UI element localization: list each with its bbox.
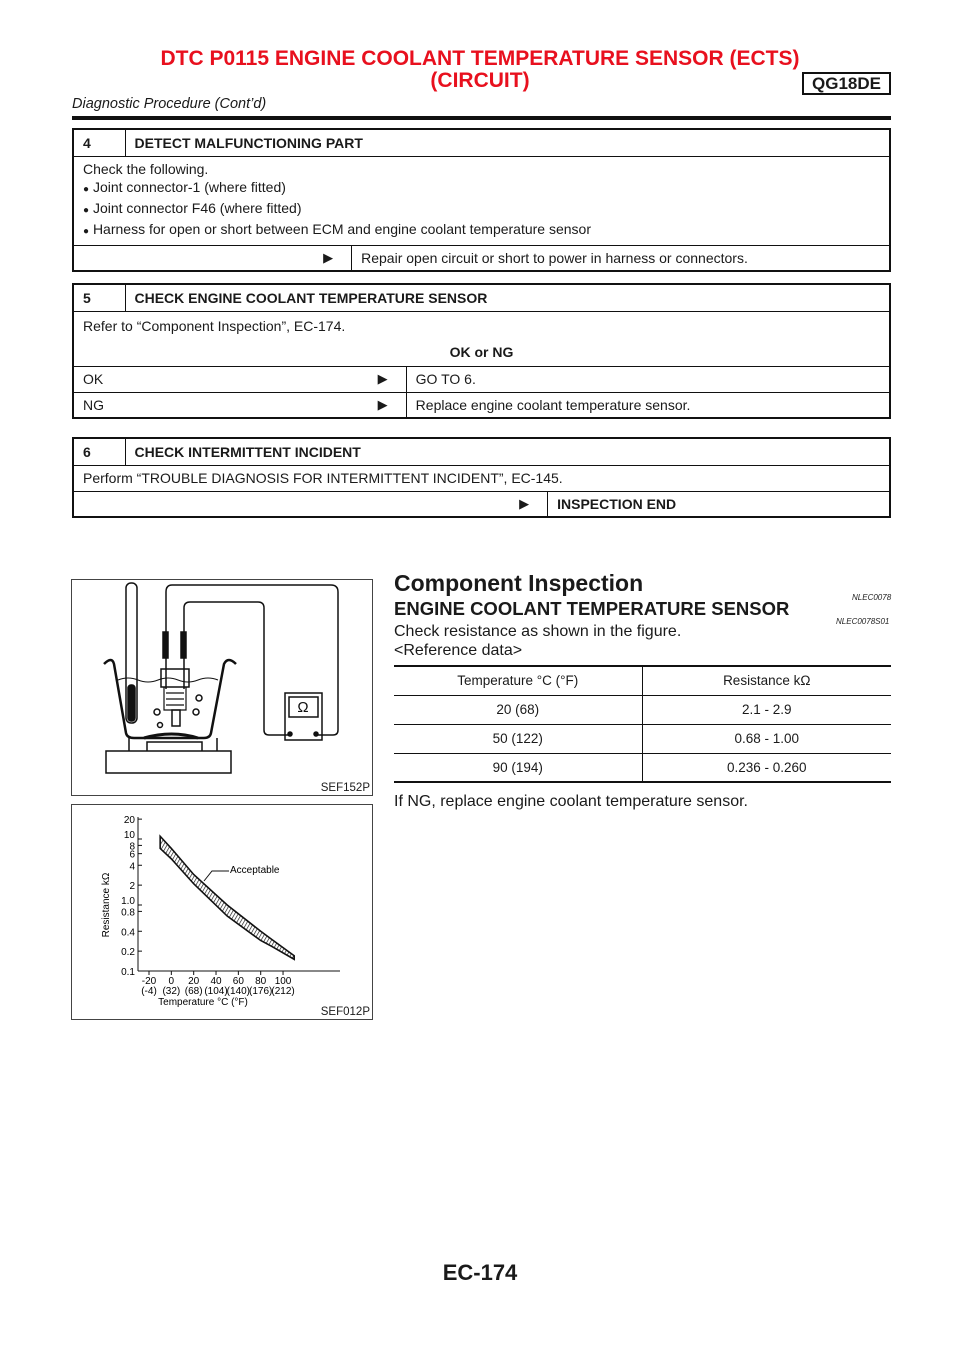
y-tick-label: 0.4 bbox=[121, 927, 135, 939]
bullet-icon: ● bbox=[83, 225, 90, 237]
y-axis-label: Resistance kΩ bbox=[101, 872, 112, 938]
y-tick-label: 20 bbox=[123, 815, 135, 827]
y-tick-label: 0.2 bbox=[121, 947, 135, 959]
engine-badge: QG18DE bbox=[802, 72, 891, 95]
arrow-icon: ▶ bbox=[73, 491, 548, 517]
step-title: DETECT MALFUNCTIONING PART bbox=[125, 129, 890, 156]
step-4-table bbox=[72, 128, 891, 272]
y-tick-label: 6 bbox=[129, 849, 135, 861]
annotation-leader bbox=[204, 871, 229, 881]
x-tick-label: 40 bbox=[210, 976, 222, 987]
result-action: Repair open circuit or short to power in harness or connectors. bbox=[352, 245, 890, 271]
x-tick-label: 0 bbox=[168, 976, 175, 987]
y-tick-label: 1.0 bbox=[121, 896, 135, 907]
table-row: 90 (194) 0.236 - 0.260 bbox=[394, 753, 891, 782]
step-number: 5 bbox=[73, 284, 125, 311]
y-tick-label: 10 bbox=[123, 830, 135, 841]
resistance-chart bbox=[72, 805, 372, 1019]
test-setup-illustration bbox=[72, 580, 372, 795]
reference-table bbox=[394, 665, 891, 783]
reference-label: <Reference data> bbox=[394, 642, 523, 659]
step-question: OK or NG bbox=[449, 343, 514, 360]
table-row: 50 (122) 0.68 - 1.00 bbox=[394, 724, 891, 753]
page-title-line2: (CIRCUIT) bbox=[430, 69, 530, 92]
bullet-icon: ● bbox=[83, 204, 90, 216]
step-intro: Check the following. bbox=[83, 160, 209, 177]
step-6-table bbox=[72, 437, 891, 518]
x-tick-label-f: (-4) bbox=[141, 986, 157, 997]
step-number: 6 bbox=[73, 438, 125, 465]
acceptable-band bbox=[160, 836, 294, 959]
y-tick-label: 0.8 bbox=[121, 907, 135, 919]
x-tick-label-f: (176) bbox=[249, 986, 273, 997]
figure-label: SEF152P bbox=[320, 782, 370, 794]
y-tick-label: 4 bbox=[129, 861, 135, 873]
list-item: ● Joint connector F46 (where fitted) bbox=[83, 199, 302, 216]
result-condition: OK ▶ bbox=[73, 366, 406, 392]
x-tick-label-f: (212) bbox=[271, 986, 295, 997]
x-tick-label: 80 bbox=[255, 976, 267, 987]
subsection-heading: ENGINE COOLANT TEMPERATURE SENSOR bbox=[394, 598, 790, 619]
x-tick-label-f: (32) bbox=[162, 986, 181, 997]
x-tick-label-f: (140) bbox=[226, 986, 251, 997]
step-title: CHECK INTERMITTENT INCIDENT bbox=[125, 438, 890, 465]
x-tick-label-f: (104) bbox=[204, 986, 228, 997]
result-condition: NG ▶ bbox=[73, 392, 406, 418]
x-tick-label: 60 bbox=[232, 976, 244, 987]
instruction-text: Check resistance as shown in the figure. bbox=[394, 623, 682, 640]
header-divider bbox=[72, 116, 891, 120]
arrow-icon: ▶ bbox=[73, 245, 352, 271]
figure-label: SEF012P bbox=[320, 1006, 370, 1018]
table-header: Temperature °C (°F) Resistance kΩ bbox=[394, 666, 891, 695]
step-intro: Perform “TROUBLE DIAGNOSIS FOR INTERMITTENT INCIDENT”, EC-145. bbox=[73, 465, 890, 491]
x-axis-label: Temperature °C (°F) bbox=[158, 997, 248, 1008]
ohm-icon: Ω bbox=[297, 699, 309, 716]
page-number: EC-174 bbox=[442, 1260, 518, 1285]
step-intro: Refer to “Component Inspection”, EC-174. bbox=[83, 317, 346, 334]
x-tick-label: -20 bbox=[141, 976, 157, 987]
section-heading: Component Inspection bbox=[394, 570, 644, 596]
result-action: GO TO 6. bbox=[406, 366, 890, 392]
result-action: Replace engine coolant temperature sensor. bbox=[406, 392, 890, 418]
y-tick-label: 8 bbox=[129, 841, 135, 853]
step-number: 4 bbox=[73, 129, 125, 156]
step-title: CHECK ENGINE COOLANT TEMPERATURE SENSOR bbox=[125, 284, 890, 311]
section-code: NLEC0078 bbox=[852, 593, 892, 602]
table-row: 20 (68) 2.1 - 2.9 bbox=[394, 695, 891, 724]
y-tick-label: 0.1 bbox=[121, 967, 135, 978]
arrow-icon: ▶ bbox=[377, 371, 388, 386]
ng-note: If NG, replace engine coolant temperature sensor. bbox=[394, 793, 748, 810]
step-5-table bbox=[72, 283, 891, 419]
arrow-icon: ▶ bbox=[377, 396, 388, 412]
resistance-chart-figure bbox=[71, 804, 373, 1020]
section-subtitle: Diagnostic Procedure (Cont’d) bbox=[72, 96, 267, 112]
x-tick-label: 100 bbox=[274, 976, 292, 987]
y-tick-label: 2 bbox=[129, 881, 135, 893]
list-item: ● Harness for open or short between ECM and engine coolant temperature sensor bbox=[83, 220, 591, 237]
result-action: INSPECTION END bbox=[548, 491, 890, 517]
list-item: ● Joint connector-1 (where fitted) bbox=[83, 178, 286, 195]
x-tick-label: 20 bbox=[188, 976, 200, 987]
x-tick-label-f: (68) bbox=[184, 986, 203, 997]
test-setup-figure bbox=[71, 579, 373, 796]
annotation-label: Acceptable bbox=[230, 865, 280, 876]
bullet-icon: ● bbox=[83, 183, 90, 195]
subsection-code: NLEC0078S01 bbox=[836, 617, 890, 626]
page-title: DTC P0115 ENGINE COOLANT TEMPERATURE SENSOR (ECTS) bbox=[160, 47, 800, 70]
